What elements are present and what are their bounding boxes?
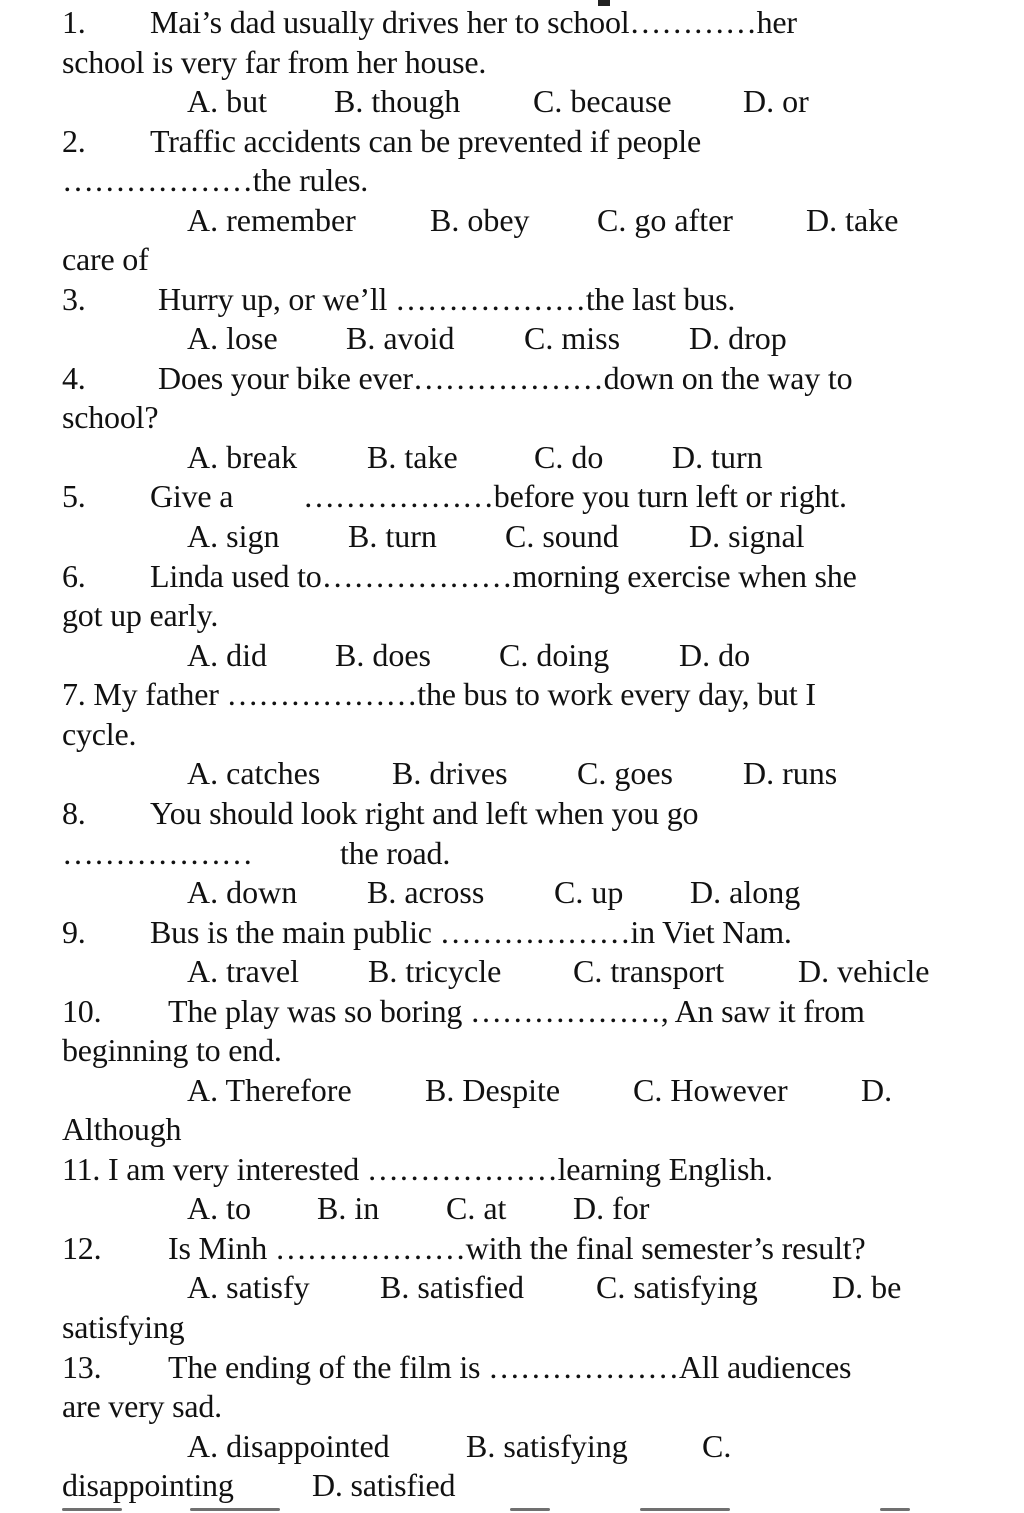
option-c: C. transport [573,953,725,989]
option-d: D. take [806,202,899,238]
question-4-options [187,437,987,477]
cropped-line-fragment [510,1508,550,1511]
question-8-continuation [62,833,984,873]
option-d: D. do [679,637,751,673]
question-10-options [187,1070,987,1110]
question-12-stem [62,1228,984,1268]
question-number: 2. [62,123,86,159]
question-12-options [187,1267,987,1307]
question-text: The ending of the film is ………………All audiences [168,1349,852,1385]
option-c: C. at [446,1190,507,1226]
option-a: A. satisfy [187,1269,310,1305]
question-text: The play was so boring ………………, An saw it from [168,993,865,1029]
question-9-stem [62,912,984,952]
question-7-options [187,753,987,793]
option-d: D. or [743,83,809,119]
option-d: D. signal [689,518,805,554]
question-number: 9. [62,914,86,950]
question-text-blank: ………………before you turn left or right. [303,478,847,514]
option-b: B. tricycle [368,953,502,989]
option-c: C. doing [499,637,610,673]
option-c-text: disappointing [62,1467,234,1503]
question-number: 1. [62,4,86,40]
question-6-continuation: got up early. [62,597,219,633]
question-5-stem [62,476,984,516]
option-a: A. but [187,83,267,119]
option-d: D. be [832,1269,902,1305]
question-4-stem [62,358,984,398]
option-d: D. along [690,874,801,910]
option-b: B. across [367,874,485,910]
answer-blank: ……………… [62,835,253,871]
question-3-options [187,318,987,358]
question-6-stem [62,556,984,596]
question-9-options [187,951,987,991]
option-b: B. satisfied [380,1269,524,1305]
question-1-continuation: school is very far from her house. [62,44,487,80]
question-text: Linda used to………………morning exercise when she [150,558,857,594]
question-12-options-continuation: satisfying [62,1309,185,1345]
option-c: C. [702,1428,732,1464]
question-7-continuation: cycle. [62,716,137,752]
option-c: C. go after [597,202,733,238]
question-number: 3. [62,281,86,317]
question-number: 6. [62,558,86,594]
question-5-options [187,516,987,556]
option-c: C. goes [577,755,673,791]
option-d: D. turn [672,439,763,475]
question-number: 10. [62,993,102,1029]
question-8-stem [62,793,984,833]
option-c: C. up [554,874,624,910]
question-number: 8. [62,795,86,831]
question-1-options [187,81,987,121]
question-3-stem [62,279,984,319]
option-a: A. remember [187,202,356,238]
option-b: B. in [317,1190,380,1226]
option-b: B. turn [348,518,437,554]
cropped-line-fragment [640,1508,730,1511]
option-c: C. miss [524,320,621,356]
option-c: C. do [534,439,604,475]
question-number: 5. [62,478,86,514]
question-11-options [187,1188,987,1228]
question-2-stem [62,121,984,161]
option-b: B. drives [392,755,508,791]
question-text: Mai’s dad usually drives her to school…………her [150,4,797,40]
question-10-continuation: beginning to end. [62,1032,282,1068]
question-text: Bus is the main public ………………in Viet Nam. [150,914,792,950]
option-b: B. obey [430,202,530,238]
question-13-stem [62,1347,984,1387]
question-number: 4. [62,360,86,396]
question-8-options [187,872,987,912]
question-text-tail: the road. [340,835,451,871]
question-10-stem [62,991,984,1031]
cropped-line-fragment [62,1508,122,1511]
question-2-options [187,200,987,240]
option-d: D. satisfied [312,1467,456,1503]
option-b: B. satisfying [466,1428,628,1464]
question-text: Give a [150,478,234,514]
question-text: Is Minh ………………with the final semester’s result? [168,1230,866,1266]
option-d: D. for [573,1190,650,1226]
question-13-options-continuation [62,1465,984,1505]
option-b: B. avoid [346,320,455,356]
question-text: Does your bike ever………………down on the way to [158,360,853,396]
option-a: A. Therefore [187,1072,352,1108]
question-6-options [187,635,987,675]
question-text: Traffic accidents can be prevented if people [150,123,701,159]
option-c: C. satisfying [596,1269,758,1305]
option-a: A. down [187,874,298,910]
option-a: A. to [187,1190,251,1226]
option-d: D. drop [689,320,787,356]
option-c: C. sound [505,518,619,554]
option-a: A. did [187,637,267,673]
cropped-line-fragment [880,1508,910,1511]
question-13-options [187,1426,987,1466]
question-text: You should look right and left when you go [150,795,699,831]
question-2-continuation: ………………the rules. [62,162,369,198]
option-d: D. runs [743,755,838,791]
option-b: B. does [335,637,431,673]
question-number: 12. [62,1230,102,1266]
question-11-stem: 11. I am very interested ………………learning English. [62,1151,773,1187]
option-a: A. catches [187,755,321,791]
option-a: A. disappointed [187,1428,390,1464]
option-a: A. sign [187,518,280,554]
option-a: A. lose [187,320,278,356]
question-4-continuation: school? [62,399,159,435]
option-d: D. [861,1072,893,1108]
question-text: Hurry up, or we’ll ………………the last bus. [158,281,736,317]
option-a: A. travel [187,953,299,989]
question-7-stem: 7. My father ………………the bus to work every day, but I [62,676,816,712]
option-a: A. break [187,439,298,475]
option-c: C. However [633,1072,788,1108]
cropped-line-fragment [190,1508,280,1511]
question-1-stem [62,2,984,42]
option-b: B. Despite [425,1072,561,1108]
option-d: D. vehicle [798,953,930,989]
question-number: 13. [62,1349,102,1385]
question-2-options-continuation: care of [62,241,149,277]
option-b: B. though [334,83,461,119]
question-13-continuation: are very sad. [62,1388,222,1424]
question-10-options-continuation: Although [62,1111,182,1147]
option-b: B. take [367,439,458,475]
option-c: C. because [533,83,672,119]
